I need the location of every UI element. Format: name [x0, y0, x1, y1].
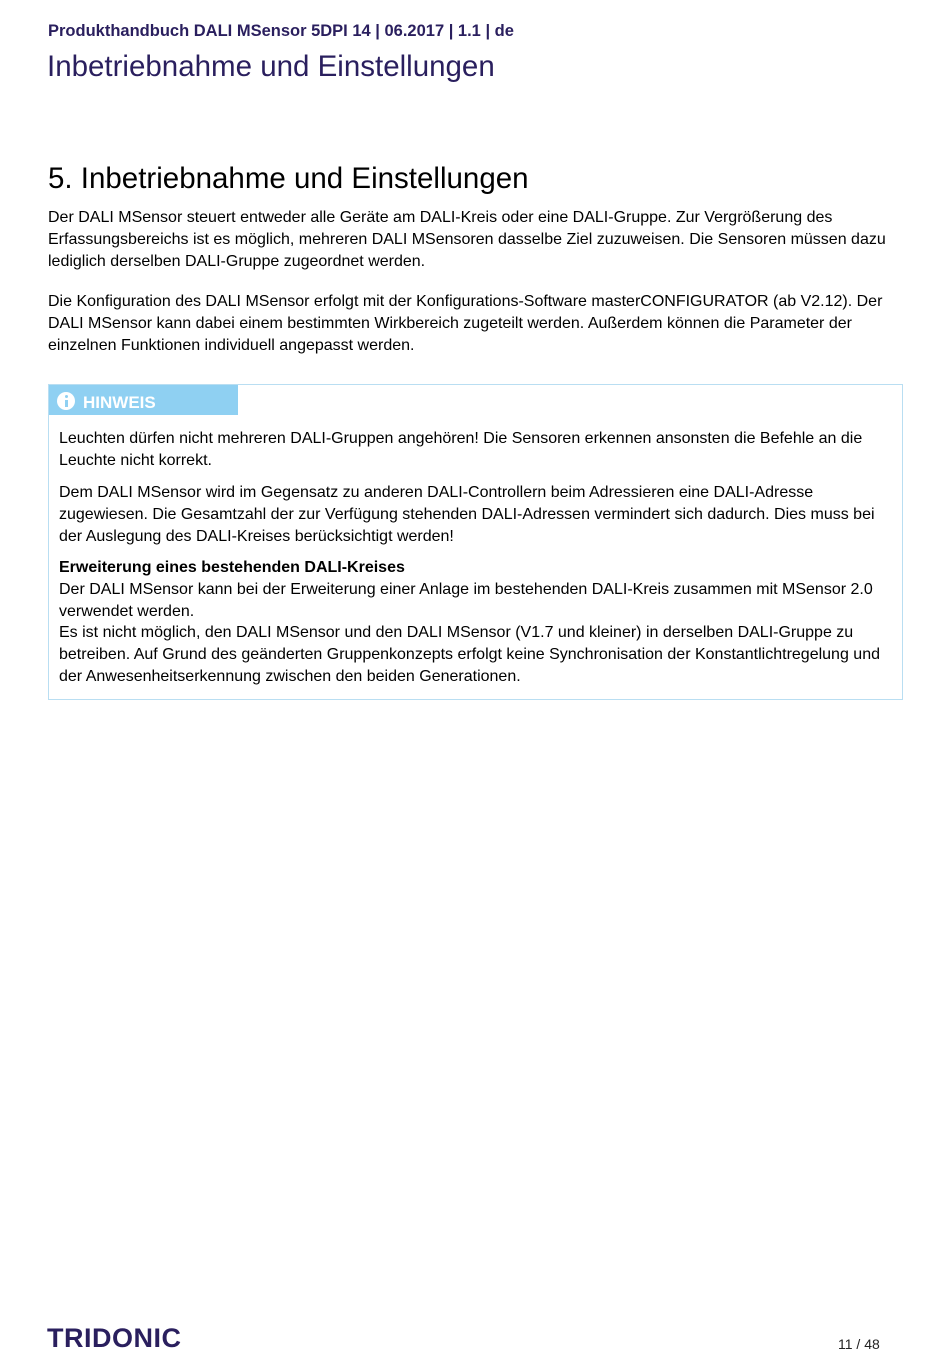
- info-icon: [57, 392, 75, 410]
- chapter-paragraph-2: Die Konfiguration des DALI MSensor erfolgt mit der Konfigurations-Software masterCONFIGURATOR (ab V2.12). Der DALI MSensor kann dabei einem bestimmten Wirkbereich zugeteilt werden. Außerdem können die Parameter der einzelnen Funktionen individuell angepasst werden.: [48, 293, 883, 354]
- chapter-title: 5. Inbetriebnahme und Einstellungen: [48, 162, 529, 195]
- section-header-title: Inbetriebnahme und Einstellungen: [47, 50, 495, 83]
- note-paragraph-3b: Es ist nicht möglich, den DALI MSensor und den DALI MSensor (V1.7 und kleiner) in derselben DALI-Gruppe zu betreiben. Auf Grund des geänderten Gruppenkonzepts erfolgt keine Synchronisation der Konstantlichtregelung und der Anwesenheitserkennung zwischen den beiden Generationen.: [59, 624, 880, 685]
- note-subheading: Erweiterung eines bestehenden DALI-Kreises: [59, 559, 405, 576]
- note-paragraph-1: Leuchten dürfen nicht mehreren DALI-Gruppen angehören! Die Sensoren erkennen ansonsten die Befehle an die Leuchte nicht korrekt.: [59, 430, 863, 469]
- note-tab: [49, 385, 238, 415]
- note-extension-section: [59, 557, 897, 688]
- note-paragraph-2: Dem DALI MSensor wird im Gegensatz zu anderen DALI-Controllern beim Adressieren eine DALI-Adresse zugewiesen. Die Gesamtzahl der zur Verfügung stehenden DALI-Adressen vermindert sich dadurch. Dies muss bei der Auslegung des DALI-Kreises berücksichtigt werden!: [59, 484, 875, 545]
- page-number: 11 / 48: [838, 1336, 880, 1352]
- tridonic-logo: TRIDONIC: [47, 1323, 182, 1353]
- note-box: [48, 384, 903, 700]
- note-label: HINWEIS: [83, 393, 156, 412]
- document-header-title: Produkthandbuch DALI MSensor 5DPI 14 | 06.2017 | 1.1 | de: [48, 22, 514, 40]
- note-paragraph-3a: Der DALI MSensor kann bei der Erweiterung einer Anlage im bestehenden DALI-Kreis zusammen mit MSensor 2.0 verwendet werden.: [59, 580, 873, 620]
- chapter-paragraph-1: Der DALI MSensor steuert entweder alle Geräte am DALI-Kreis oder eine DALI-Gruppe. Zur Vergrößerung des Erfassungsbereichs ist es möglich, mehreren DALI MSensoren dasselbe Ziel zuzuweisen. Die Sensoren müssen dazu lediglich derselben DALI-Gruppe zugeordnet werden.: [48, 209, 886, 270]
